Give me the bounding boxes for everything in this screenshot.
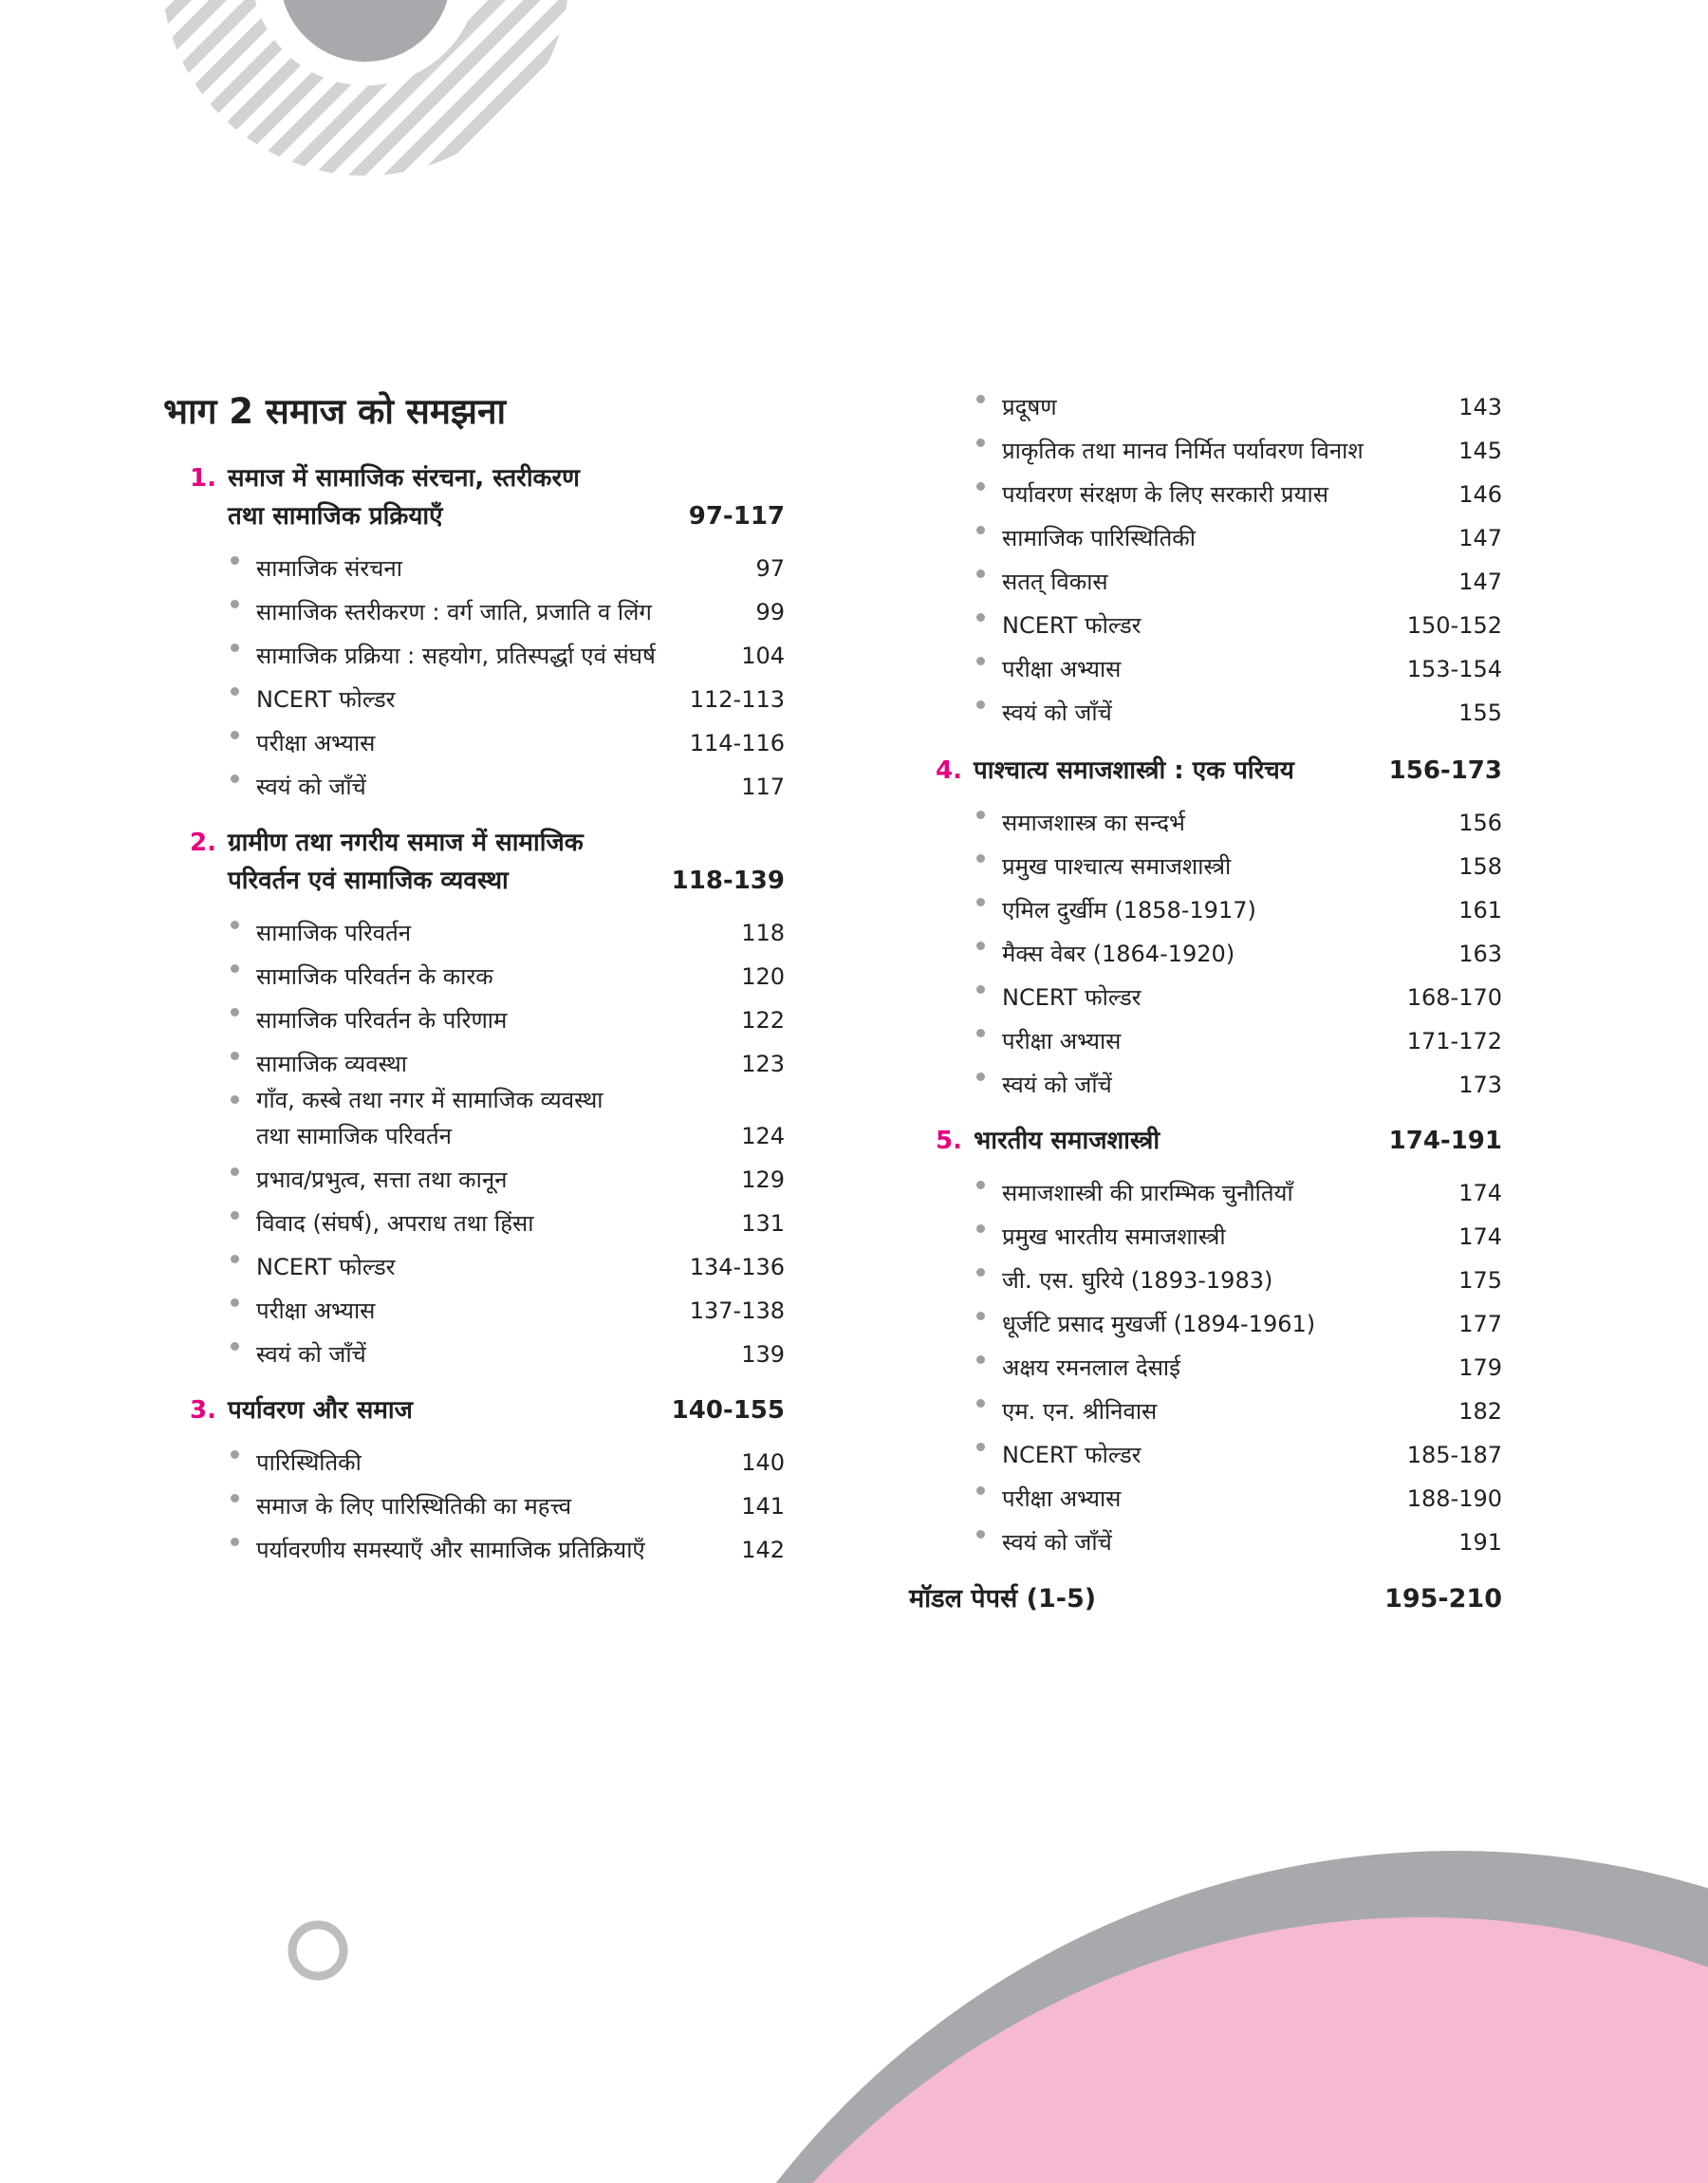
chapter-item-list <box>163 543 785 805</box>
chapter-item-list <box>909 1167 1502 1560</box>
toc-item[interactable] <box>909 425 1502 469</box>
toc-item-pages: 173 <box>1458 1072 1502 1098</box>
toc-item-label: सामाजिक व्यवस्था <box>256 1051 407 1077</box>
toc-item[interactable] <box>909 1298 1502 1342</box>
bullet-icon <box>976 1312 985 1320</box>
toc-item-label: NCERT फोल्डर <box>1002 984 1142 1011</box>
toc-item-pages: 129 <box>741 1166 785 1193</box>
toc-item-label: गाँव, कस्बे तथा नगर में सामाजिक व्यवस्था तथा सामाजिक परिवर्तन <box>256 1087 603 1149</box>
chapter-number: 2. <box>190 829 216 857</box>
bullet-icon <box>231 644 239 652</box>
bullet-icon <box>976 1443 985 1451</box>
bullet-icon <box>231 1298 239 1307</box>
bullet-icon <box>231 731 239 739</box>
toc-item-pages: 114-116 <box>689 730 785 756</box>
chapter-item-list <box>163 907 785 1372</box>
bullet-icon <box>976 1073 985 1081</box>
chapter-heading[interactable] <box>163 824 785 900</box>
chapter-pages: 174-191 <box>1388 1127 1502 1155</box>
bullet-icon <box>976 1399 985 1408</box>
bullet-icon <box>231 1450 239 1459</box>
bullet-icon <box>231 600 239 608</box>
toc-item[interactable] <box>163 1154 785 1198</box>
toc-item[interactable] <box>163 543 785 587</box>
toc-item-pages: 191 <box>1458 1529 1502 1556</box>
toc-item[interactable] <box>909 382 1502 425</box>
bullet-icon <box>976 811 985 819</box>
toc-item-label: प्रभाव/प्रभुत्व, सत्ता तथा कानून <box>256 1166 508 1193</box>
toc-item-pages: 156 <box>1458 810 1502 836</box>
bullet-icon <box>976 438 985 447</box>
toc-item[interactable] <box>163 1241 785 1285</box>
toc-item[interactable] <box>163 995 785 1038</box>
toc-item[interactable] <box>909 1473 1502 1517</box>
bullet-icon <box>976 1530 985 1539</box>
toc-item[interactable] <box>909 885 1502 928</box>
toc-item[interactable] <box>909 1517 1502 1560</box>
toc-item[interactable] <box>909 1211 1502 1255</box>
toc-item[interactable] <box>909 600 1502 644</box>
toc-item[interactable] <box>909 1255 1502 1298</box>
toc-item-pages: 140 <box>741 1449 785 1476</box>
toc-item[interactable] <box>909 469 1502 513</box>
toc-item[interactable] <box>163 1437 785 1481</box>
toc-item-label: सामाजिक स्तरीकरण : वर्ग जाति, प्रजाति व लिंग <box>256 599 652 625</box>
toc-item-label: सामाजिक प्रक्रिया : सहयोग, प्रतिस्पर्द्धा एवं संघर्ष <box>256 643 656 669</box>
toc-item-pages: 99 <box>755 599 785 625</box>
bullet-icon <box>976 942 985 950</box>
toc-item[interactable] <box>163 1285 785 1329</box>
toc-item[interactable] <box>909 1167 1502 1211</box>
toc-item-label: सामाजिक परिवर्तन के परिणाम <box>256 1007 508 1034</box>
bullet-icon <box>231 1052 239 1060</box>
toc-item-pages: 168-170 <box>1406 984 1502 1011</box>
small-ring-decoration <box>292 1925 343 1976</box>
chapter-3-continued-items <box>909 382 1502 731</box>
bullet-icon <box>231 774 239 783</box>
toc-item-pages: 145 <box>1458 438 1502 464</box>
chapter-pages: 156-173 <box>1388 756 1502 785</box>
chapter-heading[interactable] <box>163 1391 785 1429</box>
chapter-section <box>909 1122 1502 1560</box>
bullet-icon <box>976 395 985 403</box>
bullet-icon <box>231 687 239 696</box>
toc-item-pages: 112-113 <box>689 686 785 713</box>
toc-item-label: एम. एन. श्रीनिवास <box>1002 1398 1158 1425</box>
toc-item-pages: 120 <box>741 963 785 990</box>
chapter-heading[interactable] <box>163 459 785 535</box>
toc-item-pages: 174 <box>1458 1180 1502 1206</box>
chapter-title: पाश्चात्य समाजशास्त्री : एक परिचय <box>974 756 1294 785</box>
chapter-number: 4. <box>936 756 962 785</box>
bullet-icon <box>976 1224 985 1233</box>
toc-item-label: परीक्षा अभ्यास <box>1002 1485 1122 1512</box>
bullet-icon <box>231 1494 239 1502</box>
toc-item-label: मैक्स वेबर (1864-1920) <box>1002 941 1235 967</box>
toc-item[interactable] <box>909 1059 1502 1103</box>
toc-item[interactable] <box>163 907 785 951</box>
chapter-section <box>163 1391 785 1568</box>
toc-item-pages: 182 <box>1458 1398 1502 1425</box>
toc-item-label: स्वयं को जाँचें <box>1002 1072 1112 1098</box>
chapter-item-list <box>163 1437 785 1568</box>
toc-item-pages: 124 <box>741 1123 785 1149</box>
toc-item[interactable] <box>909 1429 1502 1473</box>
toc-item[interactable] <box>909 972 1502 1016</box>
bullet-icon <box>231 921 239 929</box>
toc-item[interactable] <box>909 556 1502 600</box>
toc-item-label: पर्यावरण संरक्षण के लिए सरकारी प्रयास <box>1002 481 1328 508</box>
toc-item-label: परीक्षा अभ्यास <box>256 730 376 756</box>
toc-item-label: सामाजिक पारिस्थितिकी <box>1002 525 1196 551</box>
toc-item-label: धूर्जटि प्रसाद मुखर्जी (1894-1961) <box>1002 1311 1316 1337</box>
toc-item-pages: 122 <box>741 1007 785 1034</box>
toc-item-pages: 97 <box>755 555 785 582</box>
toc-item-pages: 147 <box>1458 569 1502 595</box>
toc-item[interactable] <box>163 718 785 761</box>
toc-item-label: सतत् विकास <box>1002 569 1108 595</box>
toc-item-label: सामाजिक परिवर्तन के कारक <box>256 963 493 990</box>
toc-item[interactable] <box>909 1342 1502 1386</box>
toc-right-column <box>909 382 1502 1619</box>
chapter-section <box>163 824 785 1372</box>
toc-item-label: जी. एस. घुरिये (1893-1983) <box>1002 1267 1273 1294</box>
toc-item-pages: 147 <box>1458 525 1502 551</box>
toc-item[interactable] <box>163 1082 785 1154</box>
bullet-icon <box>976 898 985 906</box>
toc-item[interactable] <box>909 644 1502 687</box>
toc-item[interactable] <box>163 1481 785 1524</box>
toc-item-label: पर्यावरणीय समस्याएँ और सामाजिक प्रतिक्रियाएँ <box>256 1537 645 1563</box>
toc-item-label: स्वयं को जाँचें <box>256 774 366 800</box>
toc-item-label: अक्षय रमनलाल देसाई <box>1002 1354 1180 1381</box>
model-papers-label: मॉडल पेपर्स (1-5) <box>909 1584 1097 1614</box>
chapter-number: 3. <box>190 1396 216 1425</box>
bullet-icon <box>231 1255 239 1263</box>
toc-item[interactable] <box>163 674 785 718</box>
left-chapter-list <box>163 459 785 1568</box>
toc-item-label: स्वयं को जाँचें <box>1002 1529 1112 1556</box>
bullet-icon <box>976 569 985 578</box>
model-papers-entry[interactable] <box>909 1579 1502 1619</box>
toc-item[interactable] <box>909 513 1502 556</box>
chapter-pages: 97-117 <box>688 502 785 531</box>
toc-item-label: स्वयं को जाँचें <box>256 1341 366 1368</box>
toc-item[interactable] <box>163 587 785 630</box>
toc-item[interactable] <box>163 1198 785 1241</box>
toc-item[interactable] <box>163 1038 785 1082</box>
toc-item-pages: 153-154 <box>1406 656 1502 682</box>
striped-circle-decoration <box>161 0 569 176</box>
toc-item-pages: 175 <box>1458 1267 1502 1294</box>
toc-item[interactable] <box>163 761 785 805</box>
toc-item[interactable] <box>163 1329 785 1372</box>
toc-item-pages: 188-190 <box>1406 1485 1502 1512</box>
toc-item-pages: 158 <box>1458 853 1502 880</box>
toc-item-label: प्रमुख भारतीय समाजशास्त्री <box>1002 1223 1226 1250</box>
toc-item-pages: 134-136 <box>689 1254 785 1280</box>
chapter-number: 1. <box>190 464 216 493</box>
bullet-icon <box>976 854 985 863</box>
toc-item-label: NCERT फोल्डर <box>256 686 396 713</box>
chapter-item-list <box>909 797 1502 1103</box>
toc-item-pages: 137-138 <box>689 1297 785 1324</box>
toc-item[interactable] <box>909 841 1502 885</box>
toc-item[interactable] <box>909 1016 1502 1059</box>
toc-item-pages: 104 <box>741 643 785 669</box>
toc-item-pages: 174 <box>1458 1223 1502 1250</box>
bullet-icon <box>231 1538 239 1546</box>
bullet-icon <box>231 1095 239 1104</box>
toc-item-pages: 163 <box>1458 941 1502 967</box>
chapter-heading[interactable] <box>909 752 1502 790</box>
bullet-icon <box>231 556 239 565</box>
chapter-section <box>163 459 785 805</box>
toc-item[interactable] <box>909 928 1502 972</box>
toc-item-label: परीक्षा अभ्यास <box>256 1297 376 1324</box>
toc-item-pages: 146 <box>1458 481 1502 508</box>
toc-item-label: एमिल दुर्खीम (1858-1917) <box>1002 897 1256 924</box>
chapter-pages: 118-139 <box>671 867 785 895</box>
toc-item[interactable] <box>163 1524 785 1568</box>
toc-item-label: NCERT फोल्डर <box>1002 612 1142 639</box>
bullet-icon <box>976 1181 985 1189</box>
toc-item-pages: 185-187 <box>1406 1442 1502 1468</box>
bullet-icon <box>231 964 239 973</box>
toc-item-pages: 179 <box>1458 1354 1502 1381</box>
toc-item-label: समाज के लिए पारिस्थितिकी का महत्त्व <box>256 1493 572 1520</box>
toc-item-pages: 142 <box>741 1537 785 1563</box>
toc-item-label: प्रदूषण <box>1002 394 1057 420</box>
chapter-title: पर्यावरण और समाज <box>228 1396 413 1425</box>
chapter-section <box>909 752 1502 1103</box>
toc-item-label: स्वयं को जाँचें <box>1002 700 1112 726</box>
part-title: भाग 2 समाज को समझना <box>163 391 507 432</box>
bullet-icon <box>976 1268 985 1277</box>
toc-item[interactable] <box>909 687 1502 731</box>
toc-item-pages: 155 <box>1458 700 1502 726</box>
bullet-icon <box>231 1167 239 1176</box>
toc-left-column <box>163 389 785 1587</box>
toc-item-label: परीक्षा अभ्यास <box>1002 1028 1122 1054</box>
chapter-heading[interactable] <box>909 1122 1502 1160</box>
bullet-icon <box>231 1008 239 1017</box>
toc-item-label: पारिस्थितिकी <box>256 1449 362 1476</box>
toc-item-label: सामाजिक परिवर्तन <box>256 920 412 946</box>
toc-item-label: NCERT फोल्डर <box>256 1254 396 1280</box>
chapter-pages: 140-155 <box>671 1396 785 1425</box>
bullet-icon <box>976 482 985 491</box>
toc-item[interactable] <box>909 797 1502 841</box>
toc-item-label: विवाद (संघर्ष), अपराध तथा हिंसा <box>256 1210 534 1237</box>
chapter-title: ग्रामीण तथा नगरीय समाज में सामाजिक परिवर्तन एवं सामाजिक व्यवस्था <box>228 829 584 895</box>
toc-item-label: परीक्षा अभ्यास <box>1002 656 1122 682</box>
right-chapter-list <box>909 752 1502 1560</box>
toc-item[interactable] <box>163 951 785 995</box>
bullet-icon <box>976 613 985 622</box>
chapter-title: समाज में सामाजिक संरचना, स्तरीकरण तथा सामाजिक प्रक्रियाएँ <box>228 464 580 531</box>
toc-item-label: NCERT फोल्डर <box>1002 1442 1142 1468</box>
bullet-icon <box>976 526 985 534</box>
bullet-icon <box>976 1029 985 1037</box>
bullet-icon <box>231 1342 239 1351</box>
toc-item-label: प्राकृतिक तथा मानव निर्मित पर्यावरण विनाश <box>1002 438 1364 464</box>
toc-item-pages: 118 <box>741 920 785 946</box>
toc-item-pages: 161 <box>1458 897 1502 924</box>
toc-item-pages: 123 <box>741 1051 785 1077</box>
toc-item[interactable] <box>909 1386 1502 1429</box>
toc-item-label: प्रमुख पाश्चात्य समाजशास्त्री <box>1002 853 1232 880</box>
bullet-icon <box>976 1355 985 1364</box>
toc-item-pages: 171-172 <box>1406 1028 1502 1054</box>
bullet-icon <box>976 1486 985 1495</box>
toc-item-pages: 131 <box>741 1210 785 1237</box>
toc-item-pages: 177 <box>1458 1311 1502 1337</box>
toc-item-pages: 150-152 <box>1406 612 1502 639</box>
chapter-number: 5. <box>936 1127 962 1155</box>
toc-item-label: समाजशास्त्र का सन्दर्भ <box>1002 810 1185 836</box>
toc-item-pages: 139 <box>741 1341 785 1368</box>
model-papers-pages: 195-210 <box>1384 1584 1502 1614</box>
bullet-icon <box>231 1211 239 1220</box>
bullet-icon <box>976 985 985 994</box>
toc-item-label: समाजशास्त्री की प्रारम्भिक चुनौतियाँ <box>1002 1180 1293 1206</box>
bullet-icon <box>976 657 985 665</box>
toc-item-pages: 141 <box>741 1493 785 1520</box>
toc-item-pages: 117 <box>741 774 785 800</box>
toc-item-pages: 143 <box>1458 394 1502 420</box>
toc-item[interactable] <box>163 630 785 674</box>
toc-item-label: सामाजिक संरचना <box>256 555 402 582</box>
chapter-title: भारतीय समाजशास्त्री <box>974 1127 1160 1155</box>
bullet-icon <box>976 700 985 709</box>
